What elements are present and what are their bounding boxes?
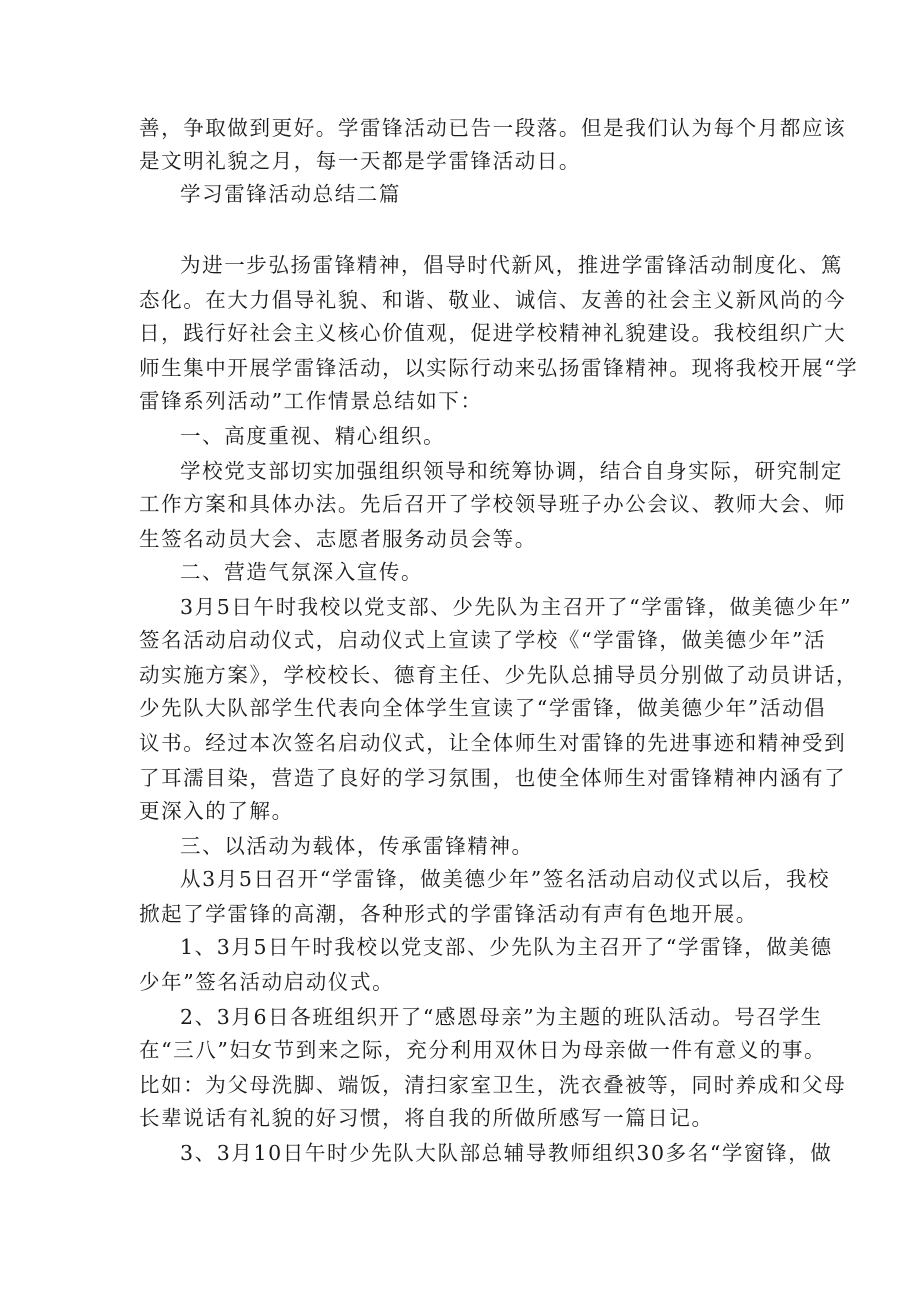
paragraph-line: 了耳濡目染，营造了良好的学习氛围，也使全体师生对雷锋精神内涵有了 [139, 766, 847, 790]
paragraph-line: 掀起了学雷锋的高潮，各种形式的学雷锋活动有声有色地开展。 [139, 902, 758, 926]
paragraph-line: 学校党支部切实加强组织领导和统筹协调，结合自身实际，研究制定 [180, 459, 843, 483]
list-item-line: 比如：为父母洗脚、端饭，清扫家室卫生，洗衣叠被等，同时养成和父母 [139, 1073, 847, 1097]
paragraph-line: 工作方案和具体办法。先后召开了学校领导班子办公会议、教师大会、师 [139, 492, 847, 516]
paragraph-line: 动实施方案》，学校校长、德育主任、少先队总捕导员分别做了动员讲话， [139, 663, 859, 687]
section-heading: 一、高度重视、精心组织。 [180, 424, 446, 448]
paragraph-line: 少先队大队部学生代表向全体学生宣读了“学雷锋，做美德少年”活动倡 [139, 696, 827, 720]
paragraph-line: 为进一步弘扬雷锋精神，倡导时代新风，推进学雷锋活动制度化、篤 [180, 253, 843, 277]
section-heading: 二、营造气氛深入宣传。 [180, 560, 424, 584]
paragraph-line: 议书。经过本次签名启动仪式，让全体师生对雷锋的先进事迹和精神受到 [139, 731, 847, 755]
list-item-line: 长辈说话有礼貌的好习惯，将自我的所做所感写一篇日记。 [139, 1106, 714, 1130]
paragraph-line: 雷锋系列活动”工作情景总结如下： [139, 389, 483, 413]
paragraph-line: 师生集中开展学雷锋活动，以实际行动来弘扬雷锋精神。现将我校开展“学 [139, 356, 859, 380]
paragraph-line: 是文明礼貌之月，每一天都是学雷锋活动日。 [139, 149, 581, 173]
section-heading: 三、以活动为载体，传承雷锋精神。 [180, 834, 534, 858]
paragraph-line: 更深入的了解。 [139, 799, 294, 823]
list-item-line: 2、3月6日各班组织开了“感恩母亲”为主题的班队活动。号召学生 [180, 1005, 823, 1029]
paragraph-line: 签名活动启动仪式，启动仪式上宣读了学校《“学雷锋，做美德少年”活 [139, 628, 827, 652]
paragraph-line: 日，践行好社会主义核心价值观，促进学校精神礼貌建设。我校组织广大 [139, 321, 847, 345]
paragraph-line: 态化。在大力倡导礼貌、和谐、敬业、诚信、友善的社会主义新风尚的今 [139, 288, 847, 312]
list-item-line: 3、3月10日午时少先队大队部总辅导教师组织30多名“学窗锋，做 [180, 1141, 833, 1165]
paragraph-line: 生签名动员大会、志愿者服务动员会等。 [139, 527, 537, 551]
paragraph-line: 3月5日午时我校以党支部、少先队为主召开了“学雷锋，做美德少年” [180, 595, 853, 619]
paragraph-line: 善，争取做到更好。学雷锋活动已告一段落。但是我们认为每个月都应该 [139, 116, 847, 140]
list-item-line: 少年”签名活动启动仪式。 [139, 970, 395, 994]
paragraph-line: 从3月5日召开“学雷锋，做美德少年”签名活动启动仪式以后，我校 [180, 867, 831, 891]
section-title: 学习雷锋活动总结二篇 [180, 182, 401, 206]
list-item-line: 1、3月5日午时我校以党支部、少先队为主召开了“学雷锋，做美德 [180, 935, 833, 959]
list-item-line: 在“三八”妇女节到来之际，充分利用双休日为母亲做一件有意义的事。 [139, 1038, 827, 1062]
